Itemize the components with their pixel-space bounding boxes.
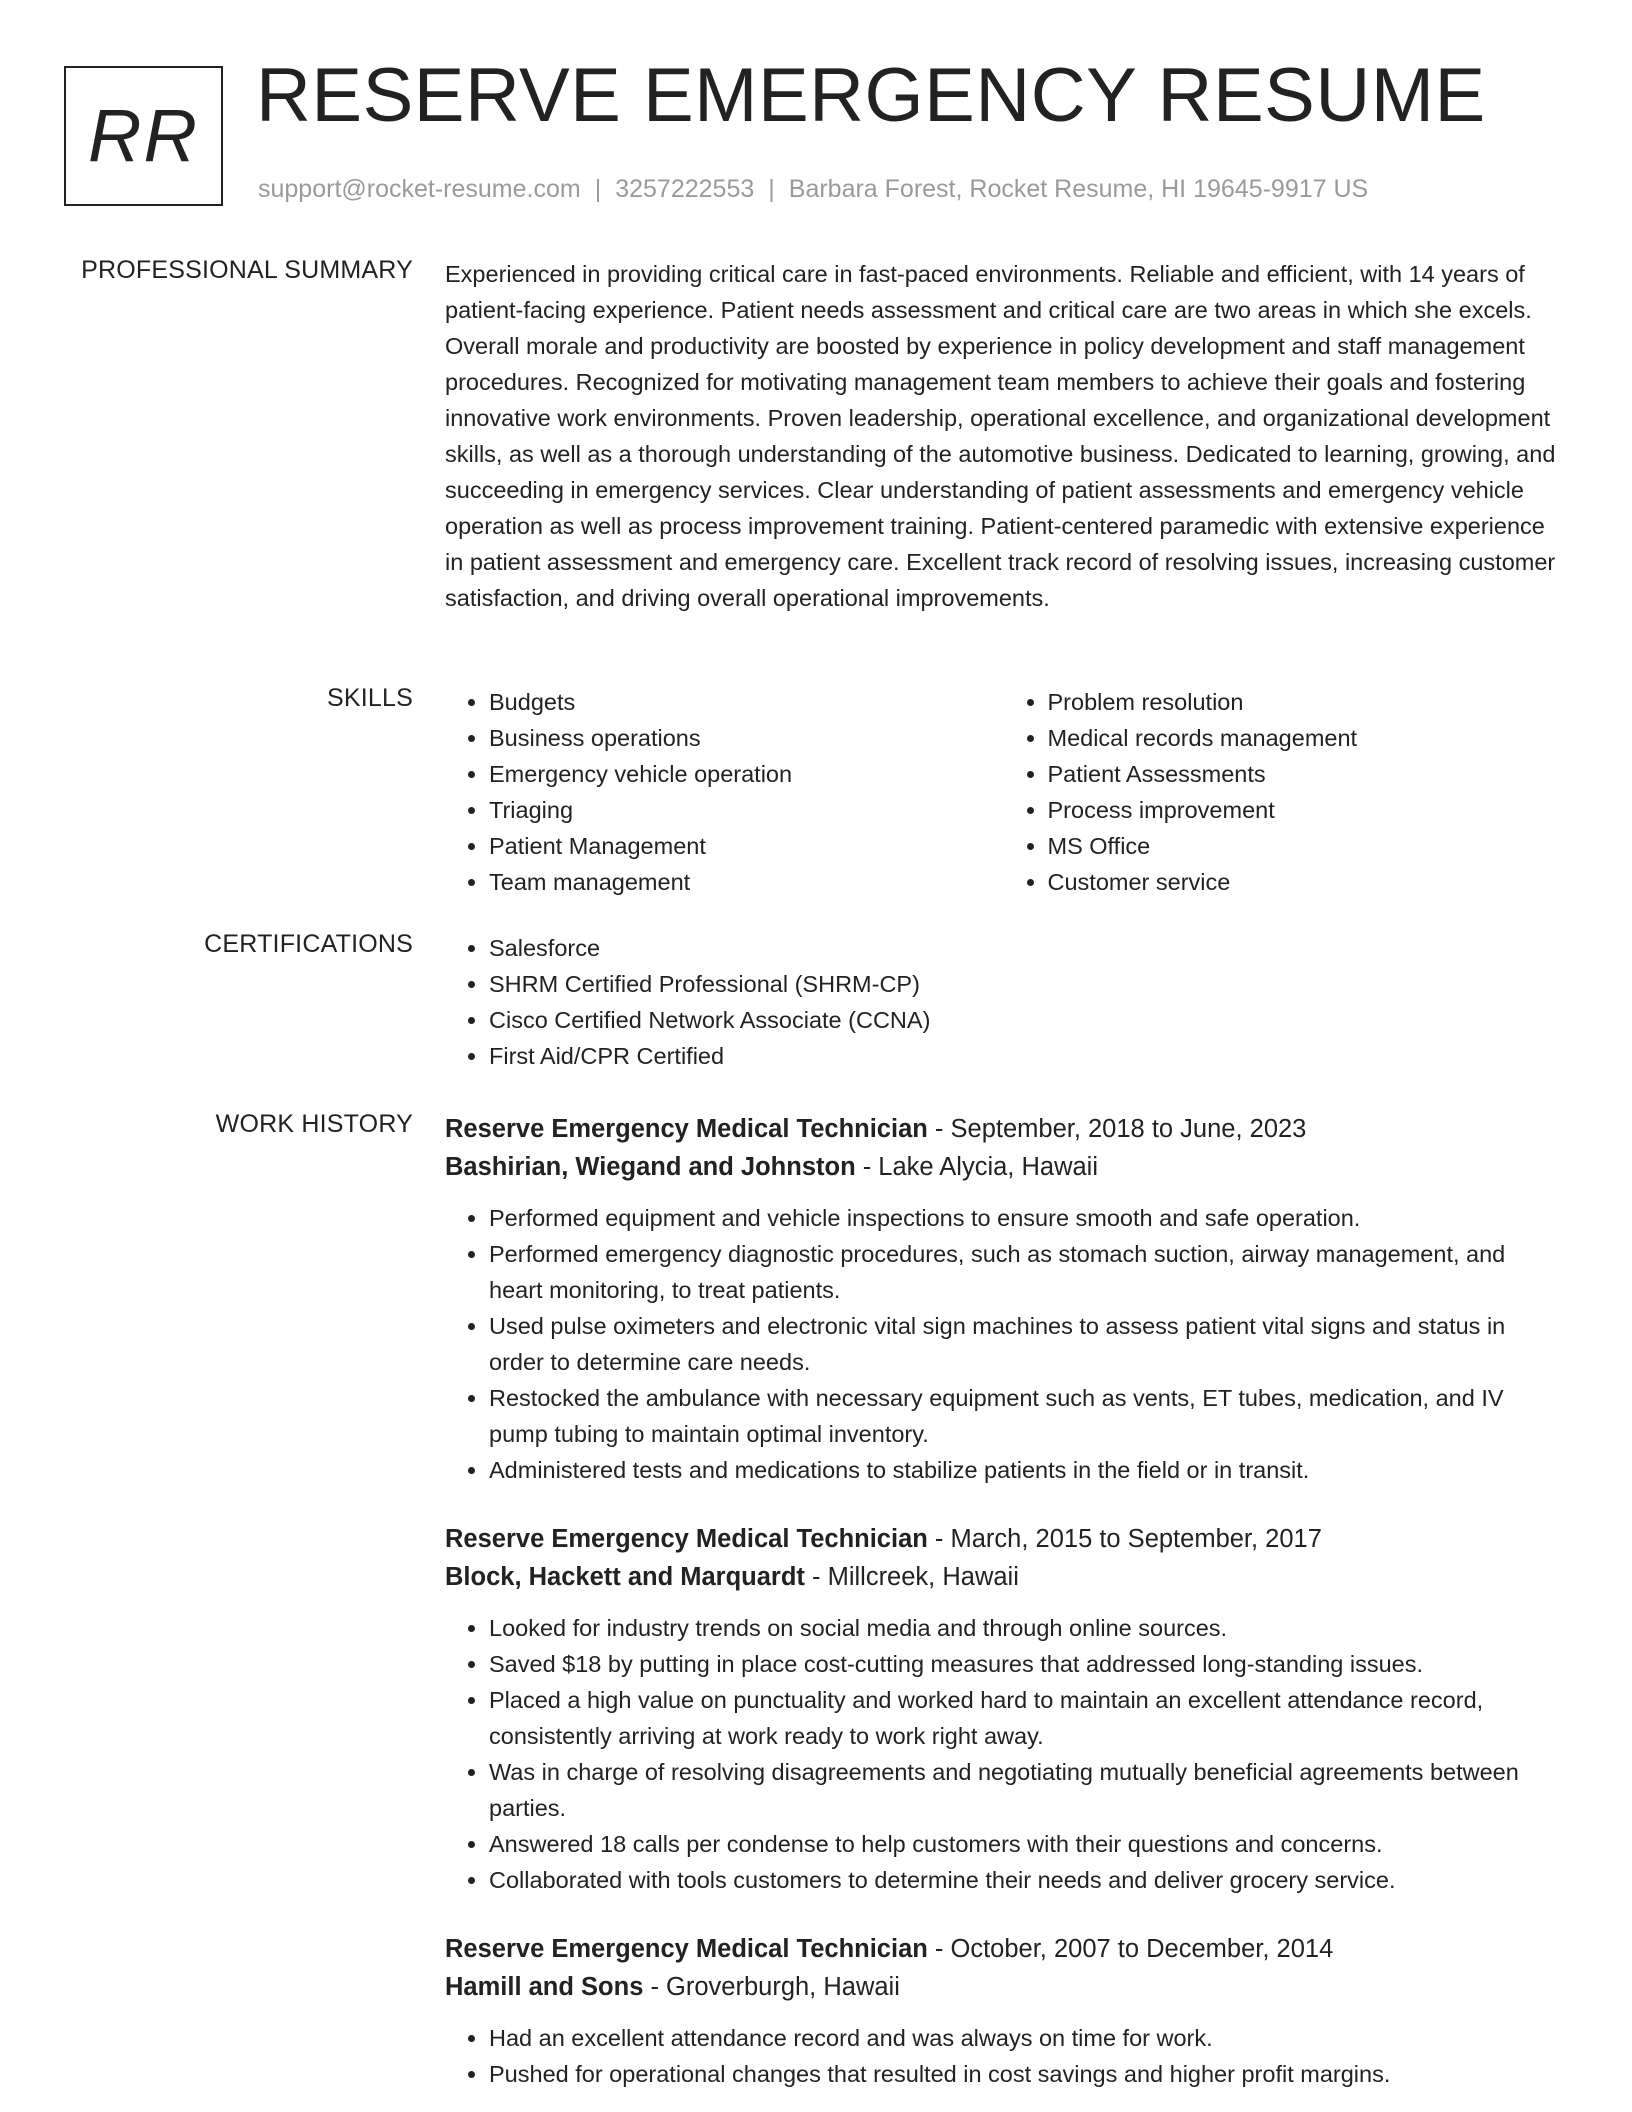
contact-address: Barbara Forest, Rocket Resume, HI 19645-9917 US [788,175,1369,203]
monogram-initials: RR [88,94,199,177]
job-bullet: • Was in charge of resolving disagreements and negotiating mutually beneficial agreements between parties. [489,1754,1562,1826]
section-label: WORK HISTORY [215,1110,413,1138]
job-location: - Lake Alycia, Hawaii [855,1153,1098,1181]
section-body [445,930,1562,1074]
certification-item: • First Aid/CPR Certified [489,1038,1562,1074]
job-entry [445,1520,1562,1898]
job-dates: - October, 2007 to December, 2014 [927,1935,1334,1963]
certification-item: • Cisco Certified Network Associate (CCNA) [489,1002,1562,1038]
skills-list-left [445,684,1004,900]
skill-item: • Business operations [489,720,1004,756]
job-bullets [445,1200,1562,1488]
job-bullets [445,1610,1562,1898]
job-title-line [445,1930,1562,1968]
job-location: - Groverburgh, Hawaii [643,1973,900,2001]
job-location: - Millcreek, Hawaii [804,1563,1019,1591]
job-bullets [445,2020,1562,2092]
skill-item: • Team management [489,864,1004,900]
section-body [445,256,1562,616]
job-bullet: • Answered 18 calls per condense to help customers with their questions and concerns. [489,1826,1562,1862]
job-entry [445,1930,1562,2092]
contact-line [258,175,1368,204]
monogram-box [64,66,223,206]
job-title: Reserve Emergency Medical Technician [445,1115,928,1143]
contact-email: support@rocket-resume.com [258,175,581,203]
section-label: SKILLS [327,684,413,712]
job-bullet: • Pushed for operational changes that resulted in cost savings and higher profit margins. [489,2056,1562,2092]
job-title-line [445,1520,1562,1558]
skills-list-right [1004,684,1563,900]
skill-item: • Patient Assessments [1048,756,1563,792]
skill-item: • Customer service [1048,864,1563,900]
skill-item: • Budgets [489,684,1004,720]
section-label: CERTIFICATIONS [204,930,413,958]
job-company: Block, Hackett and Marquardt [445,1563,805,1591]
job-bullet: • Performed equipment and vehicle inspections to ensure smooth and safe operation. [489,1200,1562,1236]
job-company: Bashirian, Wiegand and Johnston [445,1153,856,1181]
certification-item: • SHRM Certified Professional (SHRM-CP) [489,966,1562,1002]
job-title-line [445,1110,1562,1148]
summary-text: Experienced in providing critical care in fast-paced environments. Reliable and efficient, with 14 years of patient-facing experience. Patient needs assessment and critical care are two areas in which she excels. Overall morale and productivity are boosted by experience in policy development and staff management procedures. Recognized for motivating management team members to achieve their goals and fostering innovative work environments. Proven leadership, operational excellence, and organizational development skills, as well as a thorough understanding of the automotive business. Dedicated to learning, growing, and succeeding in emergency services. Clear understanding of patient assessments and emergency vehicle operation as well as process improvement training. Patient-centered paramedic with extensive experience in patient assessment and emergency care. Excellent track record of resolving issues, increasing customer satisfaction, and driving overall operational improvements. [445,261,1556,611]
contact-separator: | [594,175,602,203]
job-dates: - March, 2015 to September, 2017 [927,1525,1322,1553]
job-entry [445,1110,1562,1488]
contact-phone: 3257222553 [615,175,755,203]
skills-grid [445,684,1562,900]
job-bullet: • Restocked the ambulance with necessary equipment such as vents, ET tubes, medication, and IV pump tubing to maintain optimal inventory. [489,1380,1562,1452]
job-bullet: • Performed emergency diagnostic procedures, such as stomach suction, airway management, and heart monitoring, to treat patients. [489,1236,1562,1308]
skill-item: • Problem resolution [1048,684,1563,720]
job-company-line [445,1558,1562,1596]
resume-title: RESERVE EMERGENCY RESUME [256,53,1486,138]
job-bullet: • Used pulse oximeters and electronic vital sign machines to assess patient vital signs and status in order to determine care needs. [489,1308,1562,1380]
skill-item: • Emergency vehicle operation [489,756,1004,792]
job-company: Hamill and Sons [445,1973,644,2001]
contact-separator: | [768,175,775,203]
job-dates: - September, 2018 to June, 2023 [927,1115,1307,1143]
job-title: Reserve Emergency Medical Technician [445,1935,928,1963]
skill-item: • Process improvement [1048,792,1563,828]
section-body [445,1110,1562,2092]
skill-item: • Medical records management [1048,720,1563,756]
job-bullet: • Placed a high value on punctuality and worked hard to maintain an excellent attendance record, consistently arriving at work ready to work right away. [489,1682,1562,1754]
job-bullet: • Administered tests and medications to stabilize patients in the field or in transit. [489,1452,1562,1488]
section-label: PROFESSIONAL SUMMARY [81,256,413,284]
skill-item: • Triaging [489,792,1004,828]
job-bullet: • Collaborated with tools customers to determine their needs and deliver grocery service. [489,1862,1562,1898]
job-company-line [445,1148,1562,1186]
certification-item: • Salesforce [489,930,1562,966]
job-bullet: • Looked for industry trends on social media and through online sources. [489,1610,1562,1646]
job-bullet: • Saved $18 by putting in place cost-cutting measures that addressed long-standing issues. [489,1646,1562,1682]
job-bullet: • Had an excellent attendance record and was always on time for work. [489,2020,1562,2056]
skill-item: • Patient Management [489,828,1004,864]
job-company-line [445,1968,1562,2006]
certifications-list [445,930,1562,1074]
job-title: Reserve Emergency Medical Technician [445,1525,928,1553]
skill-item: • MS Office [1048,828,1563,864]
